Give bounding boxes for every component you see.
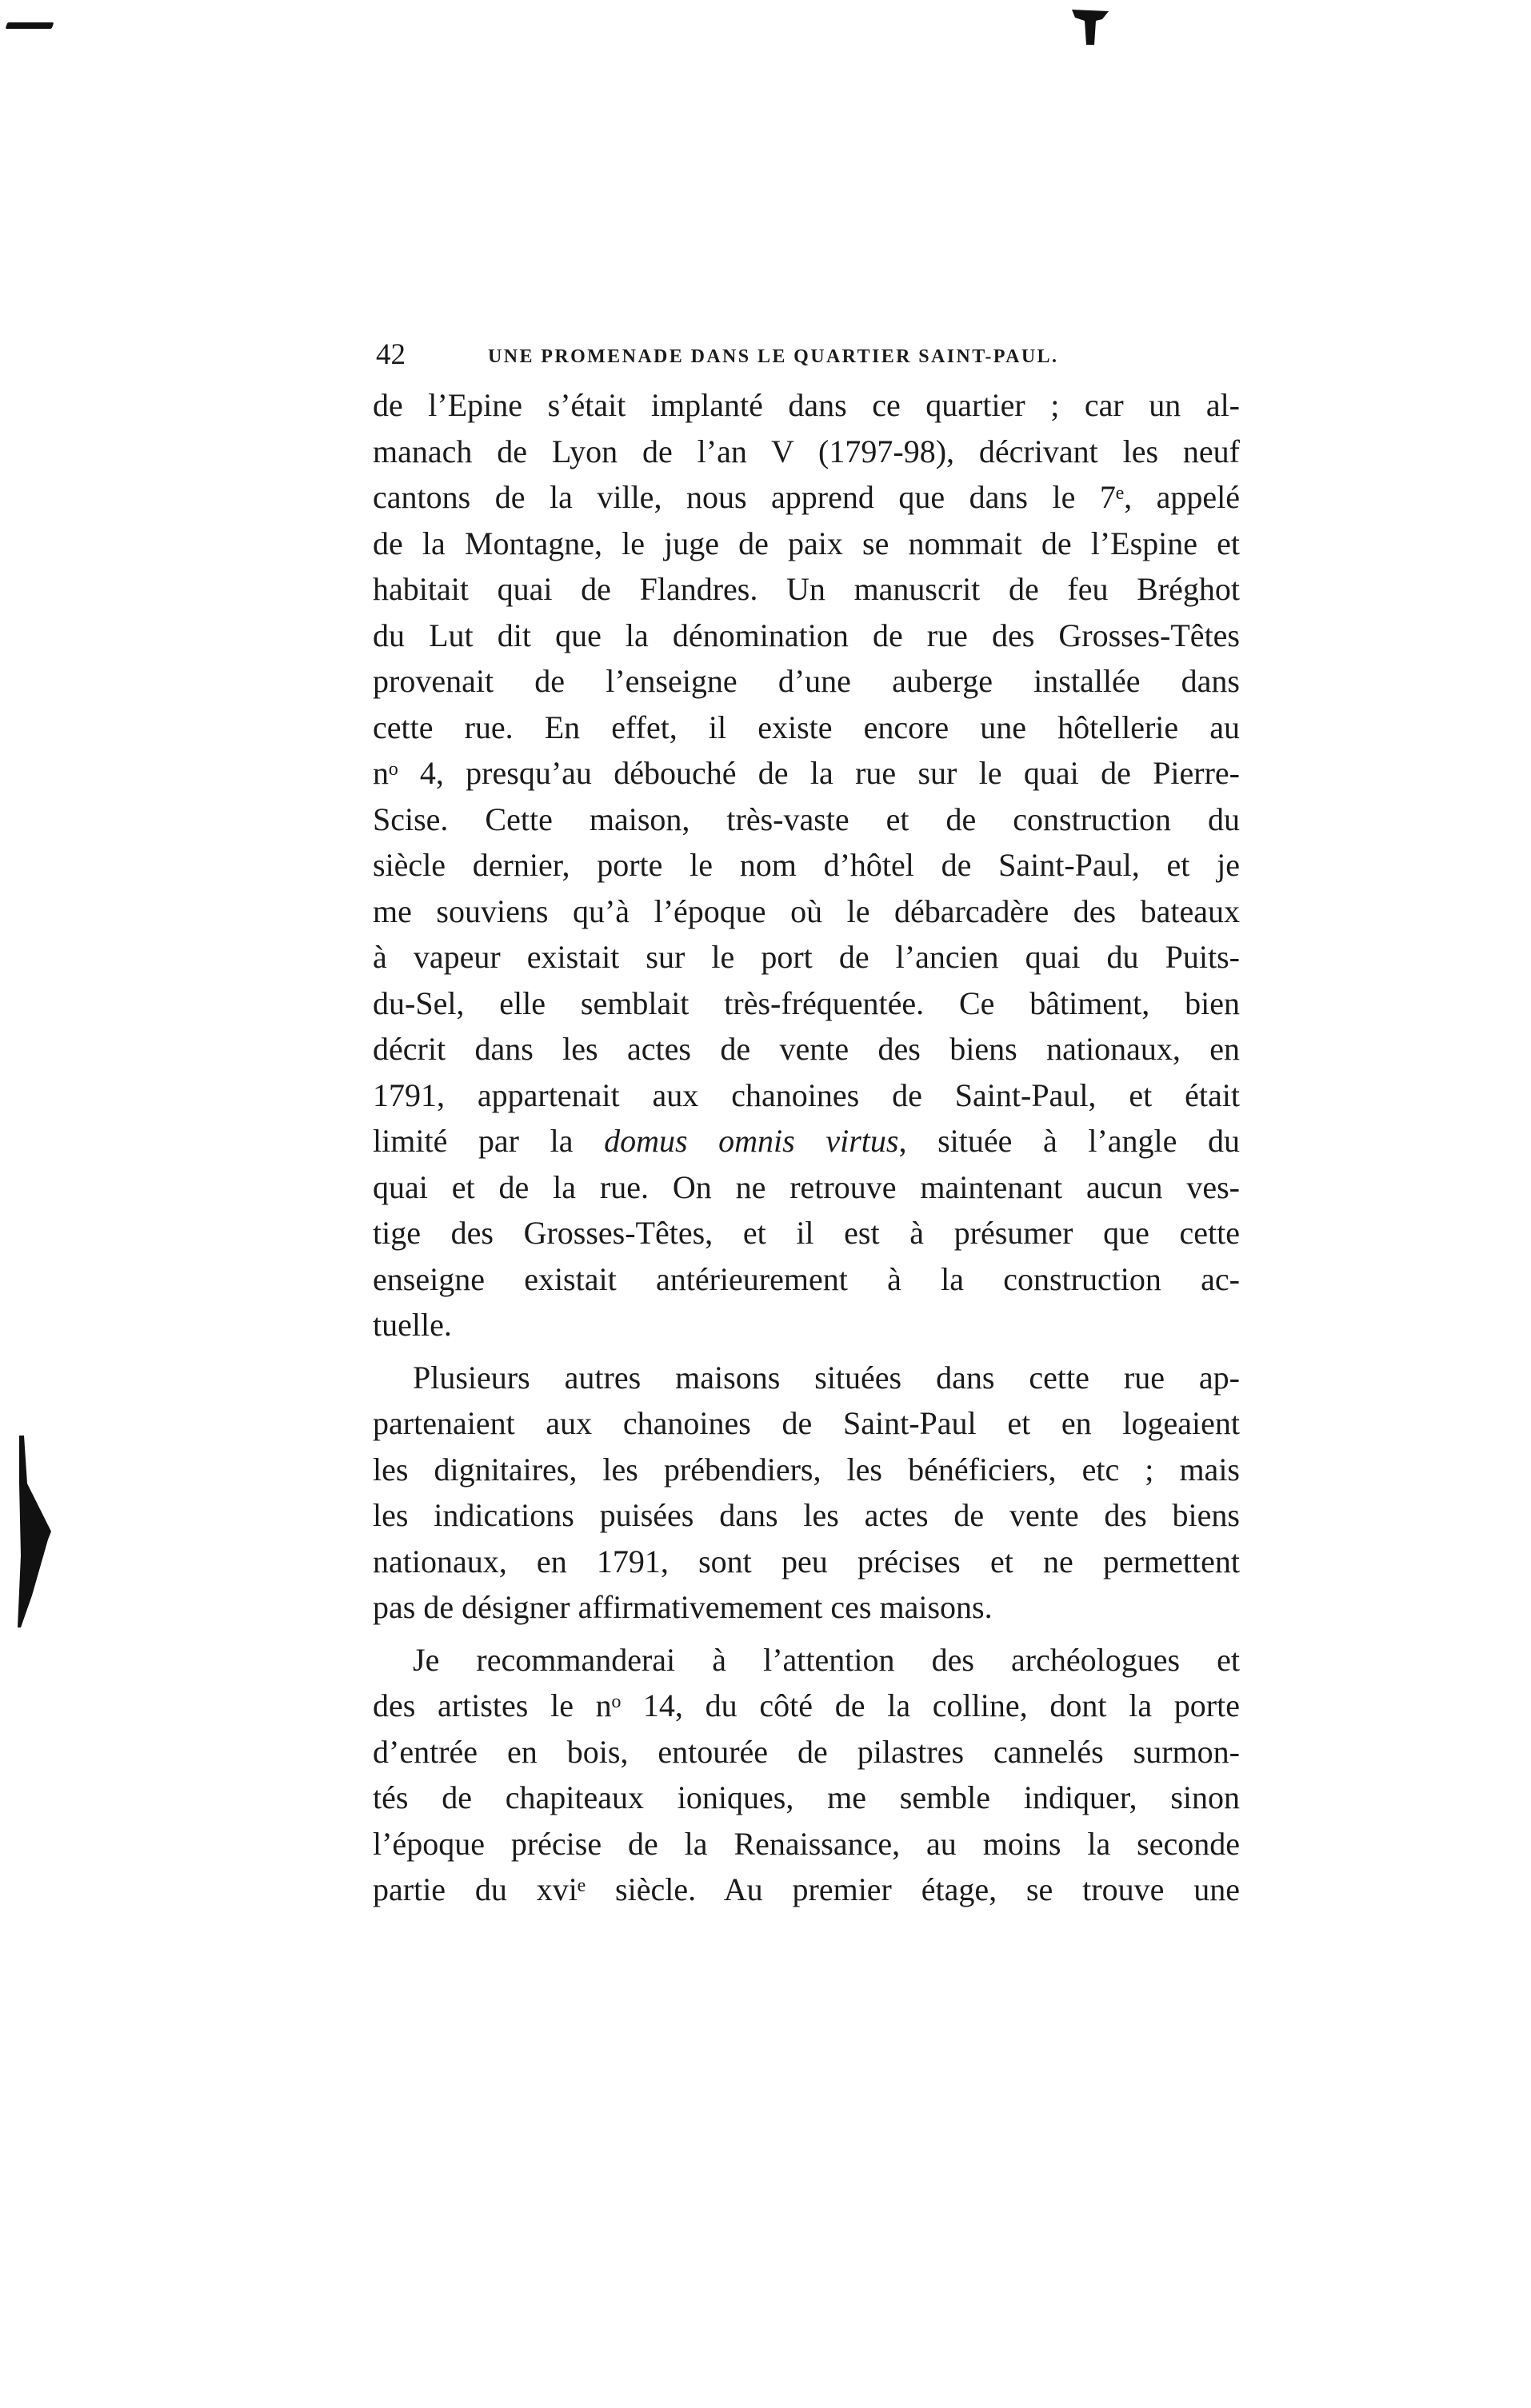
text-line: cantons de la ville, nous apprend que dans le 7ᵉ, appelé bbox=[373, 479, 1240, 515]
text-line: partenaient aux chanoines de Saint-Paul et en logeaient bbox=[373, 1405, 1240, 1441]
text-line: pas de désigner affirmativemement ces maisons. bbox=[373, 1589, 993, 1625]
text-line: Scise. Cette maison, très-vaste et de construction du bbox=[373, 801, 1240, 837]
text-line: décrit dans les actes de vente des biens nationaux, en bbox=[373, 1031, 1240, 1067]
text-line: provenait de l’enseigne d’une auberge installée dans bbox=[373, 663, 1240, 699]
text-line: Je recommanderai à l’attention des archéologues et bbox=[413, 1641, 1240, 1678]
text-line: d’entrée en bois, entourée de pilastres cannelés surmon- bbox=[373, 1733, 1240, 1770]
text-line: à vapeur existait sur le port de l’ancien quai du Puits- bbox=[373, 939, 1240, 975]
text-line: du-Sel, elle semblait très-fréquentée. Ce bâtiment, bien bbox=[373, 984, 1240, 1021]
text-line: partie du xviᵉ siècle. Au premier étage, se trouve une bbox=[373, 1871, 1240, 1907]
text-line: quai et de la rue. On ne retrouve maintenant aucun ves- bbox=[373, 1168, 1240, 1205]
text-line: manach de Lyon de l’an V (1797-98), décrivant les neuf bbox=[373, 433, 1240, 469]
text-line: du Lut dit que la dénomination de rue des Grosses-Têtes bbox=[373, 617, 1240, 653]
text-line: tige des Grosses-Têtes, et il est à présumer que cette bbox=[373, 1215, 1240, 1251]
text-line: nᵒ 4, presqu’au débouché de la rue sur le quai de Pierre- bbox=[373, 755, 1240, 791]
body-text bbox=[373, 382, 1240, 1913]
text-segment: , située à l’angle du bbox=[898, 1123, 1240, 1159]
text-line: de la Montagne, le juge de paix se nommait de l’Espine et bbox=[373, 525, 1240, 561]
text-line: les dignitaires, les prébendiers, les bénéficiers, etc ; mais bbox=[373, 1451, 1240, 1488]
text-line: me souviens qu’à l’époque où le débarcadère des bateaux bbox=[373, 893, 1240, 929]
text-line: cette rue. En effet, il existe encore une hôtellerie au bbox=[373, 709, 1240, 745]
text-line: les indications puisées dans les actes de vente des biens bbox=[373, 1497, 1240, 1533]
text-segment: limité par la bbox=[373, 1123, 605, 1159]
paragraph-gap bbox=[373, 1631, 1240, 1637]
text-line: siècle dernier, porte le nom d’hôtel de Saint-Paul, et je bbox=[373, 847, 1240, 883]
text-line: 1791, appartenait aux chanoines de Saint-Paul, et était bbox=[373, 1076, 1240, 1113]
running-head bbox=[376, 334, 1240, 376]
running-title: UNE PROMENADE DANS LE QUARTIER SAINT-PAUL. bbox=[488, 346, 1059, 367]
scan-mark-top-left bbox=[6, 22, 54, 29]
text-line: tuelle. bbox=[373, 1307, 452, 1343]
paragraph-gap bbox=[373, 1348, 1240, 1355]
text-line: nationaux, en 1791, sont peu précises et ne permettent bbox=[373, 1543, 1240, 1579]
text-line: de l’Epine s’était implanté dans ce quartier ; car un al- bbox=[373, 387, 1240, 423]
scan-mark-left-edge bbox=[16, 1436, 54, 1627]
text-line: Plusieurs autres maisons situées dans cette rue ap- bbox=[413, 1359, 1240, 1396]
page-number: 42 bbox=[376, 338, 406, 371]
scan-mark-top-right bbox=[1072, 10, 1109, 45]
text-line: des artistes le nᵒ 14, du côté de la colline, dont la porte bbox=[373, 1687, 1240, 1723]
text-line: tés de chapiteaux ioniques, me semble indiquer, sinon bbox=[373, 1779, 1240, 1815]
italic-phrase: domus omnis virtus bbox=[604, 1123, 899, 1159]
text-line: enseigne existait antérieurement à la construction ac- bbox=[373, 1260, 1240, 1297]
text-line-italic bbox=[373, 1118, 1240, 1164]
text-line: habitait quai de Flandres. Un manuscrit de feu Bréghot bbox=[373, 571, 1240, 607]
text-line: l’époque précise de la Renaissance, au moins la seconde bbox=[373, 1825, 1240, 1862]
